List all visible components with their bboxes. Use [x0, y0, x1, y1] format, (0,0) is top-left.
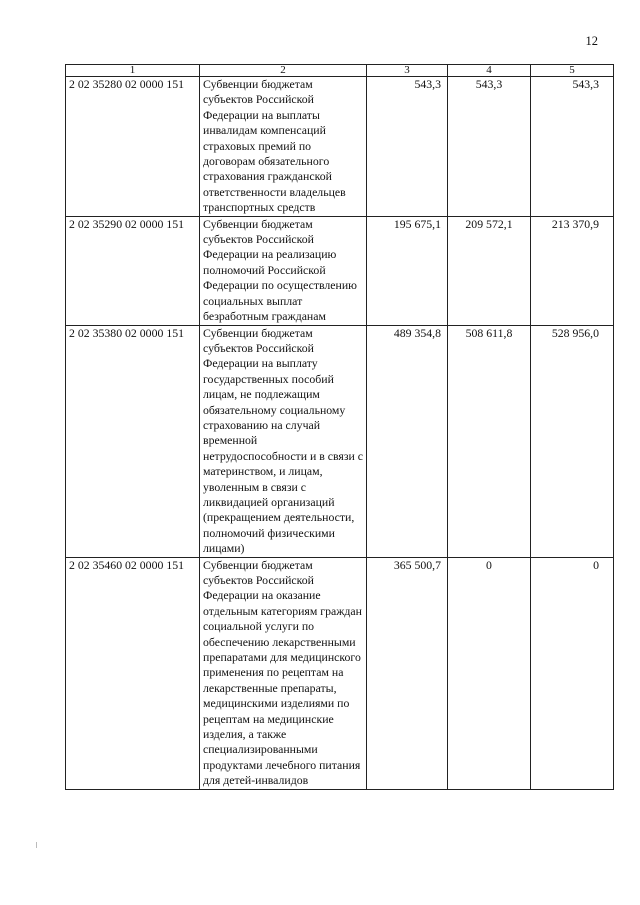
amount-cell-4: 0 [448, 557, 531, 789]
amount-cell-3: 365 500,7 [367, 557, 448, 789]
column-header-1: 1 [66, 65, 200, 77]
budget-code-cell: 2 02 35290 02 0000 151 [66, 216, 200, 325]
table-row [66, 325, 614, 557]
budget-code-cell: 2 02 35280 02 0000 151 [66, 77, 200, 217]
header-row [66, 65, 614, 77]
column-header-4: 4 [448, 65, 531, 77]
amount-cell-5: 528 956,0 [531, 325, 614, 557]
amount-cell-3: 489 354,8 [367, 325, 448, 557]
amount-cell-5: 213 370,9 [531, 216, 614, 325]
page-number: 12 [585, 34, 598, 48]
description-cell: Субвенции бюджетам субъектов Российской Федерации на выплаты инвалидам компенсаций страховых премий по договорам обязательного страхования гражданской ответственности владельцев транспортных средств [200, 77, 367, 217]
budget-code-cell: 2 02 35380 02 0000 151 [66, 325, 200, 557]
table-header [66, 65, 614, 77]
budget-code-cell: 2 02 35460 02 0000 151 [66, 557, 200, 789]
description-cell: Субвенции бюджетам субъектов Российской Федерации на выплату государственных пособий лицам, не подлежащим обязательному социальному страхованию на случай временной нетрудоспособности и в связи с материнством, и лицам, уволенным в связи с ликвидацией организаций (прекращением деятельности, полномочий физическими лицами) [200, 325, 367, 557]
amount-cell-4: 209 572,1 [448, 216, 531, 325]
amount-cell-4: 543,3 [448, 77, 531, 217]
table-row [66, 77, 614, 217]
budget-table [65, 64, 614, 790]
description-cell: Субвенции бюджетам субъектов Российской Федерации на реализацию полномочий Российской Федерации по осуществлению социальных выплат безработным гражданам [200, 216, 367, 325]
table-row [66, 557, 614, 789]
column-header-5: 5 [531, 65, 614, 77]
amount-cell-4: 508 611,8 [448, 325, 531, 557]
amount-cell-5: 0 [531, 557, 614, 789]
scan-artifact-mark [36, 842, 37, 848]
column-header-2: 2 [200, 65, 367, 77]
description-cell: Субвенции бюджетам субъектов Российской Федерации на оказание отдельным категориям граждан социальной услуги по обеспечению лекарственными препаратами для медицинского применения по рецептам на лекарственные препараты, медицинскими изделиями по рецептам на медицинские изделия, а также специализированными продуктами лечебного питания для детей-инвалидов [200, 557, 367, 789]
amount-cell-3: 195 675,1 [367, 216, 448, 325]
amount-cell-3: 543,3 [367, 77, 448, 217]
column-header-3: 3 [367, 65, 448, 77]
table-row [66, 216, 614, 325]
amount-cell-5: 543,3 [531, 77, 614, 217]
